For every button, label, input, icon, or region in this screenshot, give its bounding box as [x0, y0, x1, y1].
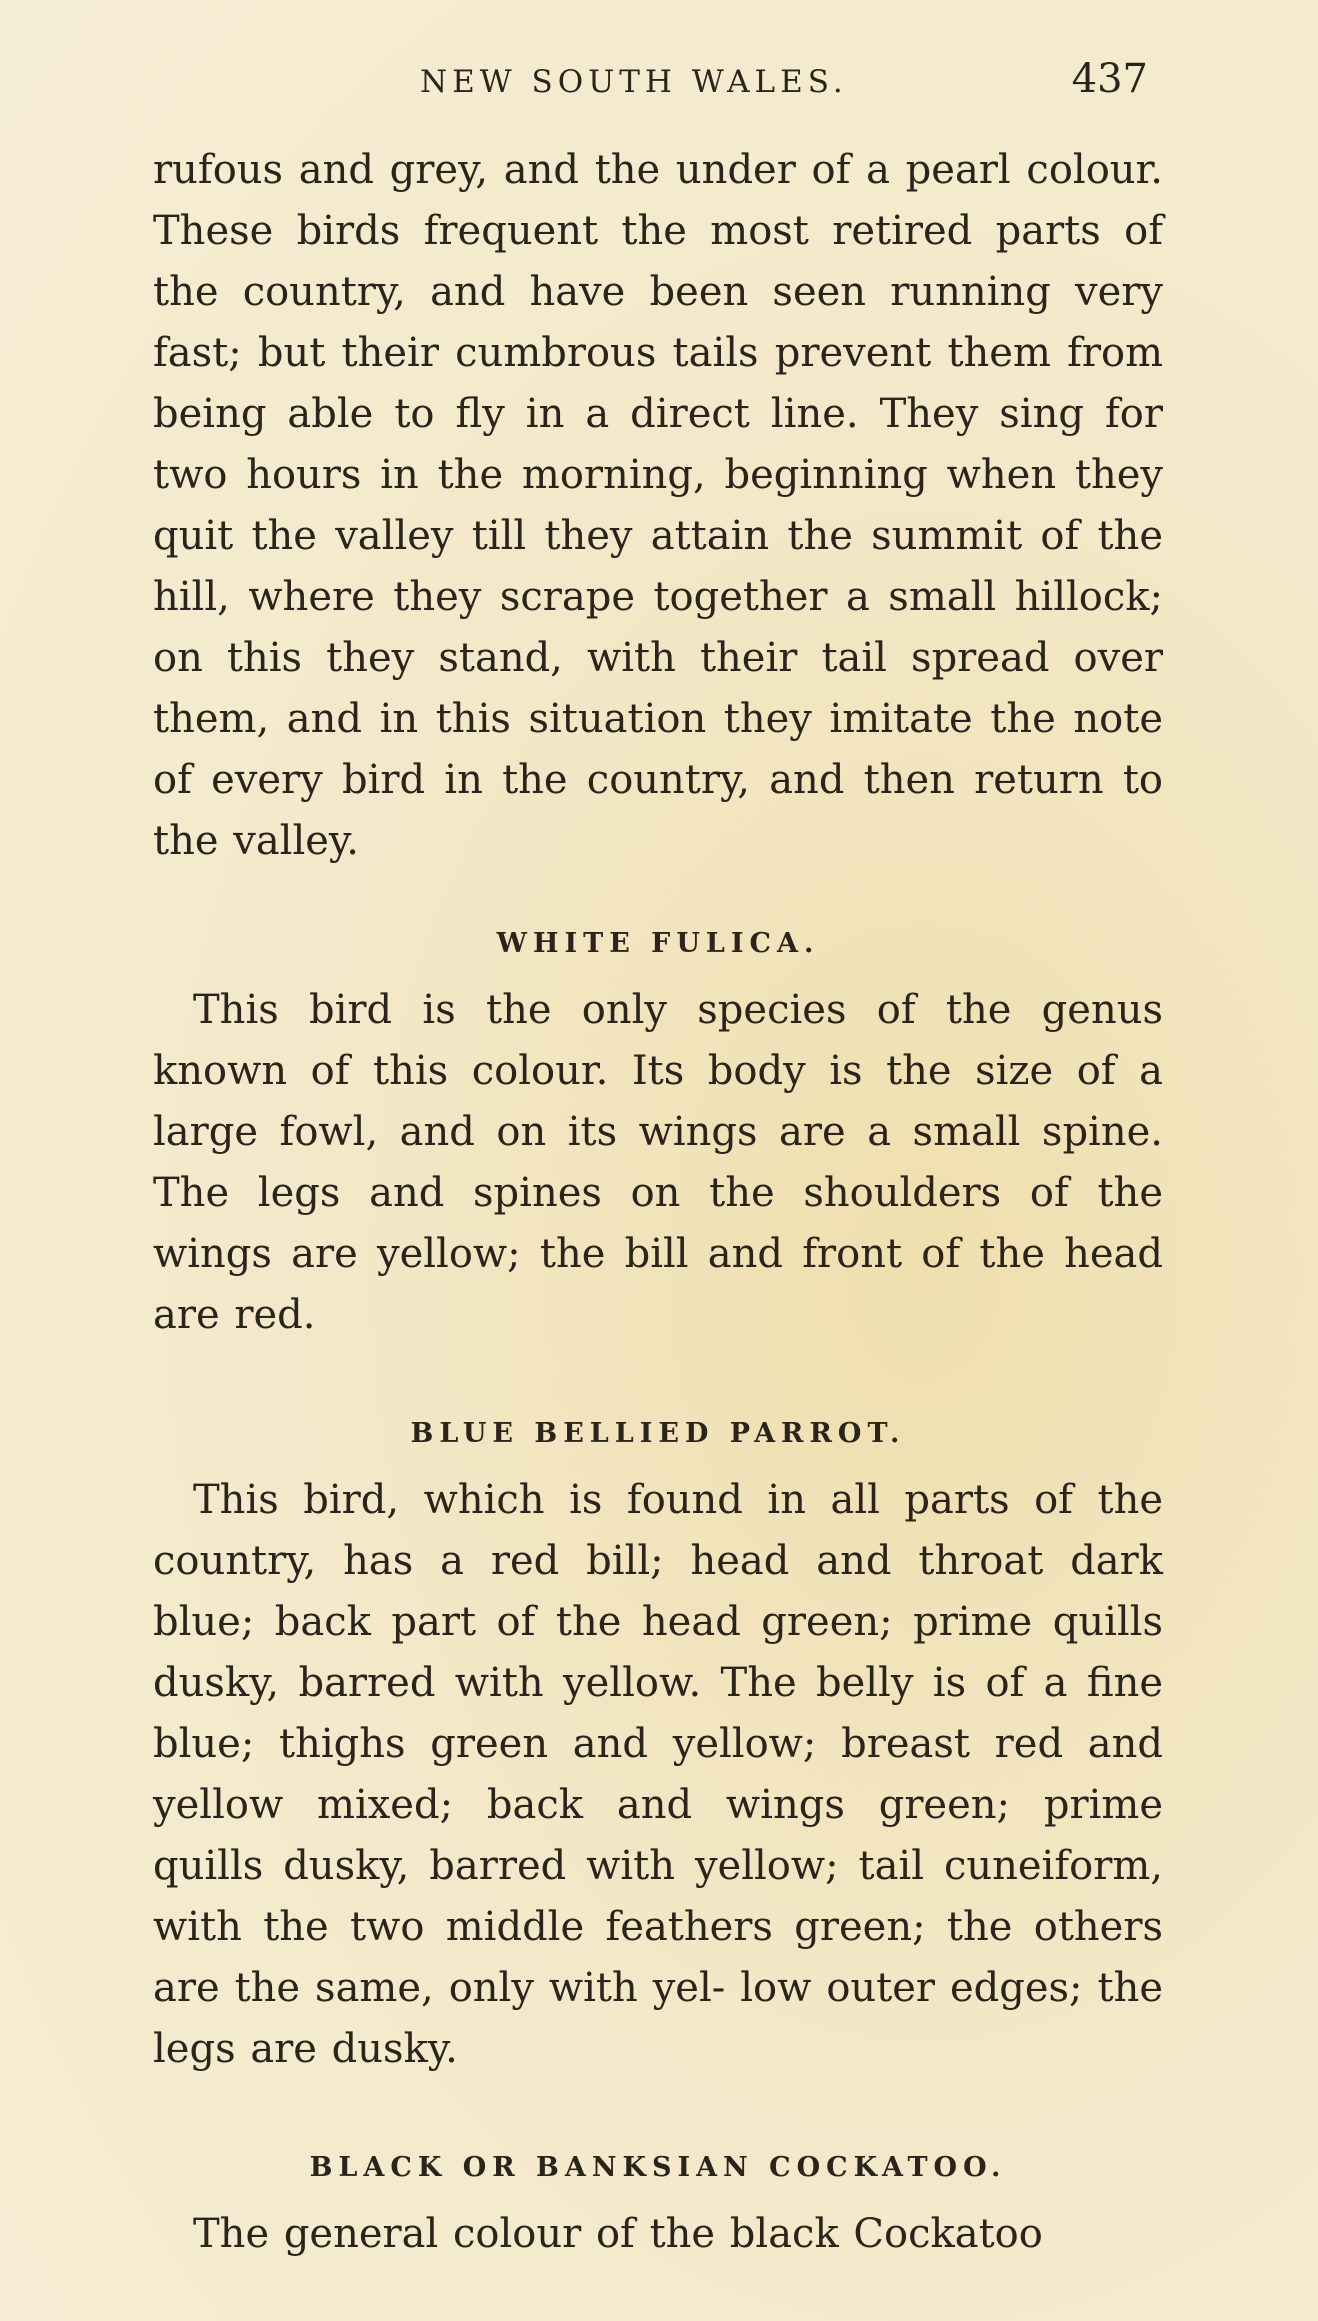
- heading-white-fulica: WHITE FULICA.: [496, 928, 820, 959]
- text-block: [153, 140, 1163, 2265]
- page-number: 437: [1071, 56, 1148, 102]
- running-title: NEW SOUTH WALES.: [420, 64, 848, 100]
- heading-blue-bellied-parrot: BLUE BELLIED PARROT.: [410, 1418, 906, 1449]
- running-head: [160, 56, 1160, 120]
- paragraph-black-cockatoo: The general colour of the black Cockatoo: [193, 2211, 1043, 2257]
- paragraph-white-fulica: This bird is the only species of the genus known of this colour. Its body is the size of a large fowl, and on its wings are a small spine. The legs and spines on the shoulders of the wings are yellow; the bill and front of the head are red.: [153, 987, 1163, 1338]
- paragraph-blue-bellied-parrot: This bird, which is found in all parts of the country, has a red bill; head and throat dark blue; back part of the head green; prime quills dusky, barred with yellow. The belly is of a fine blue; thighs green and yellow; breast red and yellow mixed; back and wings green; prime quills dusky, barred with yellow; tail cuneiform, with the two middle feathers green; the others are the same, only with yel- low outer edges; the legs are dusky.: [153, 1477, 1163, 2072]
- heading-black-cockatoo: BLACK OR BANKSIAN COCKATOO.: [309, 2152, 1007, 2183]
- paragraph-rufous: rufous and grey, and the under of a pearl colour. These birds frequent the most retired parts of the country, and have been seen running very fast; but their cumbrous tails prevent them from being able to fly in a direct line. They sing for two hours in the morning, beginning when they quit the valley till they attain the summit of the hill, where they scrape together a small hillock; on this they stand, with their tail spread over them, and in this situation they imitate the note of every bird in the country, and then return to the valley.: [153, 147, 1163, 864]
